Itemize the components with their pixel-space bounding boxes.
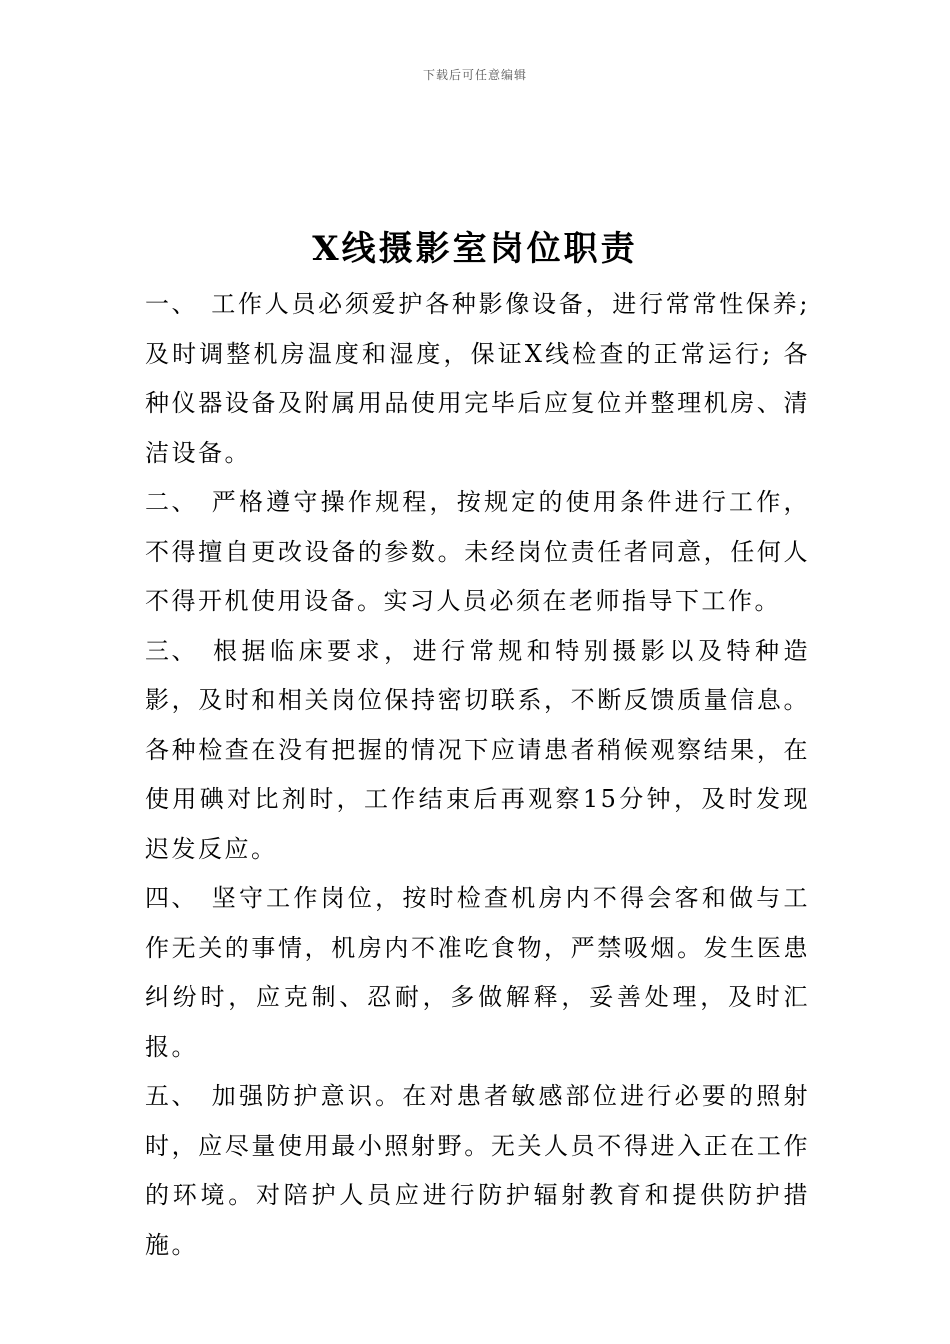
paragraph-5 <box>145 1072 810 1270</box>
paragraph-1 <box>145 280 810 478</box>
document-title: X线摄影室岗位职责 <box>312 229 638 269</box>
paragraph-text: 加强防护意识。在对患者敏感部位进行必要的照射时，应尽量使用最小照射野。无关人员不得进入正在工作的环境。对陪护人员应进行防护辐射教育和提供防护措施。 <box>145 1082 810 1259</box>
paragraph-3 <box>145 627 810 875</box>
paragraph-text: 根据临床要求，进行常规和特别摄影以及特种造影，及时和相关岗位保持密切联系，不断反馈质量信息。各种检查在没有把握的情况下应请患者稍候观察结果，在使用碘对比剂时，工作结束后再观察15分钟，及时发现迟发反应。 <box>145 636 810 863</box>
paragraph-number: 五、 <box>145 1082 198 1110</box>
paragraph-text: 工作人员必须爱护各种影像设备，进行常常性保养;及时调整机房温度和湿度，保证X线检查的正常运行; 各种仪器设备及附属用品使用完毕后应复位并整理机房、清洁设备。 <box>145 290 810 467</box>
page-header: 下载后可任意编辑 <box>422 68 527 82</box>
paragraph-text: 严格遵守操作规程，按规定的使用条件进行工作，不得擅自更改设备的参数。未经岗位责任者同意，任何人不得开机使用设备。实习人员必须在老师指导下工作。 <box>145 488 810 615</box>
paragraph-number: 四、 <box>145 884 198 912</box>
paragraph-number: 三、 <box>145 636 198 665</box>
paragraph-2 <box>145 478 810 627</box>
paragraph-4 <box>145 874 810 1072</box>
document-body <box>145 280 810 1270</box>
paragraph-text: 坚守工作岗位，按时检查机房内不得会客和做与工作无关的事情，机房内不准吃食物，严禁吸烟。发生医患纠纷时，应克制、忍耐，多做解释，妥善处理，及时汇报。 <box>145 884 810 1061</box>
paragraph-number: 二、 <box>145 488 198 516</box>
paragraph-number: 一、 <box>145 290 198 318</box>
